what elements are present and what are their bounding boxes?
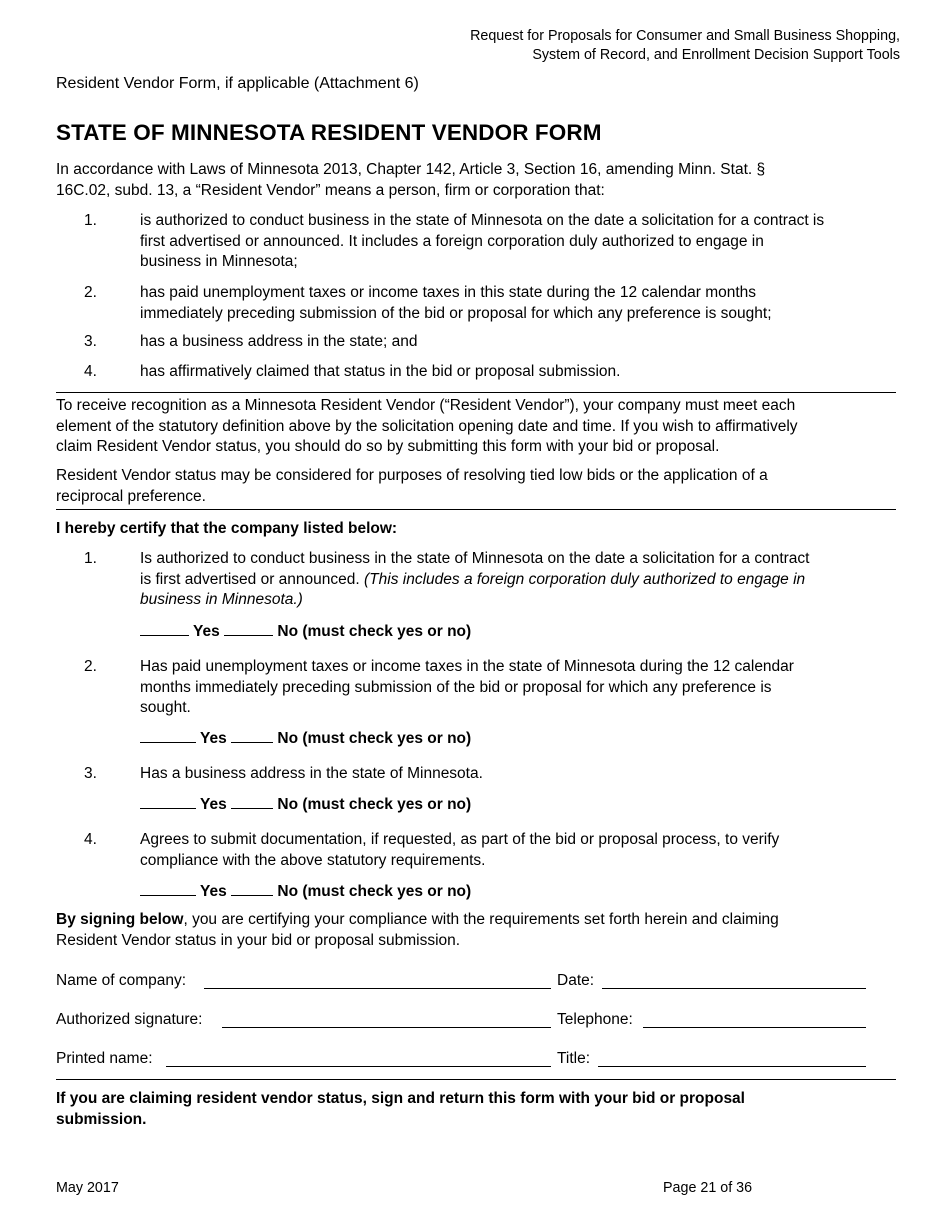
yes-blank[interactable] [140, 621, 189, 636]
yes-blank[interactable] [140, 794, 196, 809]
date-field[interactable] [602, 988, 866, 989]
divider [56, 509, 896, 510]
definition-line: has paid unemployment taxes or income taxes in this state during the 12 calendar months [140, 284, 757, 301]
no-label: No (must check yes or no) [277, 730, 472, 747]
definition-line: is authorized to conduct business in the state of Minnesota on the date a solicitation for a contract is [140, 212, 825, 229]
definition-number: 2. [84, 284, 97, 301]
telephone-label: Telephone: [557, 1011, 633, 1028]
definition-number: 4. [84, 363, 97, 380]
yes-label: Yes [200, 796, 227, 813]
status-note-paragraph [56, 466, 896, 507]
intro-line: In accordance with Laws of Minnesota 2013, Chapter 142, Article 3, Section 16, amending Minn. Stat. § [56, 161, 766, 178]
company-name-label: Name of company: [56, 972, 187, 989]
certification-line: compliance with the above statutory requirements. [140, 851, 486, 869]
yes-blank[interactable] [140, 728, 196, 743]
certification-number: 4. [84, 831, 97, 848]
no-blank[interactable] [231, 794, 273, 809]
closing-line: submission. [56, 1110, 147, 1128]
divider [56, 392, 896, 393]
page-number: Page 21 of 36 [663, 1180, 753, 1196]
definition-number: 1. [84, 212, 97, 229]
printed-name-label: Printed name: [56, 1050, 153, 1067]
recognition-line: claim Resident Vendor status, you should do so by submitting this form with your bid or proposal. [56, 438, 720, 455]
title-label: Title: [557, 1050, 591, 1067]
certification-number: 1. [84, 550, 97, 567]
certification-item [140, 830, 896, 871]
signature-field[interactable] [222, 1027, 551, 1028]
no-blank[interactable] [231, 881, 273, 896]
no-blank[interactable] [231, 728, 273, 743]
telephone-field[interactable] [643, 1027, 866, 1028]
definition-item [140, 211, 896, 273]
certification-line: Agrees to submit documentation, if requested, as part of the bid or proposal process, to verify [140, 831, 780, 848]
certify-heading: I hereby certify that the company listed below: [56, 520, 398, 537]
no-label: No (must check yes or no) [277, 796, 472, 813]
status-note-line: reciprocal preference. [56, 487, 206, 505]
date-label: Date: [557, 972, 595, 989]
definition-line: immediately preceding submission of the bid or proposal for which any preference is sought; [140, 304, 772, 322]
recognition-paragraph [56, 396, 896, 458]
definition-line: has affirmatively claimed that status in the bid or proposal submission. [140, 363, 621, 380]
status-note-line: Resident Vendor status may be considered for purposes of resolving tied low bids or the application of a [56, 467, 768, 484]
yes-no-row [140, 621, 471, 643]
no-label: No (must check yes or no) [277, 883, 472, 900]
signing-line: Resident Vendor status in your bid or proposal submission. [56, 931, 461, 949]
no-blank[interactable] [224, 621, 273, 636]
footer-date: May 2017 [56, 1180, 119, 1196]
certification-note: (This includes a foreign corporation duly authorized to engage in [364, 570, 806, 588]
signing-text: , you are certifying your compliance with the requirements set forth herein and claiming [183, 911, 779, 928]
certification-number: 3. [84, 765, 97, 782]
title-field[interactable] [598, 1066, 866, 1067]
company-name-field[interactable] [204, 988, 551, 989]
attachment-label: Resident Vendor Form, if applicable (Attachment 6) [56, 75, 419, 92]
yes-label: Yes [200, 730, 227, 747]
yes-no-row [140, 881, 471, 903]
definition-line: business in Minnesota; [140, 253, 298, 270]
certification-item [140, 657, 896, 719]
certification-line: Is authorized to conduct business in the state of Minnesota on the date a solicitation for a contract [140, 550, 810, 567]
signing-statement [56, 910, 896, 951]
certification-line: Has paid unemployment taxes or income taxes in the state of Minnesota during the 12 calendar [140, 658, 794, 675]
signing-line [56, 910, 896, 931]
printed-name-field[interactable] [166, 1066, 551, 1067]
recognition-line: To receive recognition as a Minnesota Resident Vendor (“Resident Vendor”), your company must meet each [56, 397, 796, 414]
rfp-header [470, 27, 900, 65]
certification-line: sought. [140, 699, 191, 716]
intro-paragraph [56, 160, 896, 201]
page-title: STATE OF MINNESOTA RESIDENT VENDOR FORM [56, 120, 602, 145]
signature-label: Authorized signature: [56, 1011, 203, 1028]
definition-number: 3. [84, 333, 97, 350]
closing-instruction [56, 1089, 896, 1130]
rfp-header-line1: Request for Proposals for Consumer and Small Business Shopping, [470, 28, 900, 44]
yes-label: Yes [193, 623, 220, 640]
yes-no-row [140, 728, 471, 750]
yes-no-row [140, 794, 471, 816]
recognition-line: element of the statutory definition above by the solicitation opening date and time. If you wish to affirmatively [56, 417, 798, 435]
definition-item [140, 283, 896, 324]
certification-line: months immediately preceding submission of the bid or proposal for which any preference is [140, 678, 772, 696]
divider [56, 1079, 896, 1080]
yes-blank[interactable] [140, 881, 196, 896]
intro-line: 16C.02, subd. 13, a “Resident Vendor” means a person, firm or corporation that: [56, 181, 605, 199]
certification-line: Has a business address in the state of Minnesota. [140, 765, 483, 782]
certification-line [140, 570, 896, 591]
definition-line: first advertised or announced. It includes a foreign corporation duly authorized to engage in [140, 232, 764, 250]
definition-line: has a business address in the state; and [140, 333, 418, 350]
closing-line: If you are claiming resident vendor status, sign and return this form with your bid or proposal [56, 1090, 745, 1107]
yes-label: Yes [200, 883, 227, 900]
certification-text: is first advertised or announced. [140, 570, 365, 588]
no-label: No (must check yes or no) [277, 623, 472, 640]
certification-note: business in Minnesota.) [140, 591, 303, 608]
certification-item [140, 549, 896, 611]
certification-number: 2. [84, 658, 97, 675]
signing-emphasis: By signing below [56, 911, 184, 928]
rfp-header-line2: System of Record, and Enrollment Decision Support Tools [532, 47, 900, 63]
